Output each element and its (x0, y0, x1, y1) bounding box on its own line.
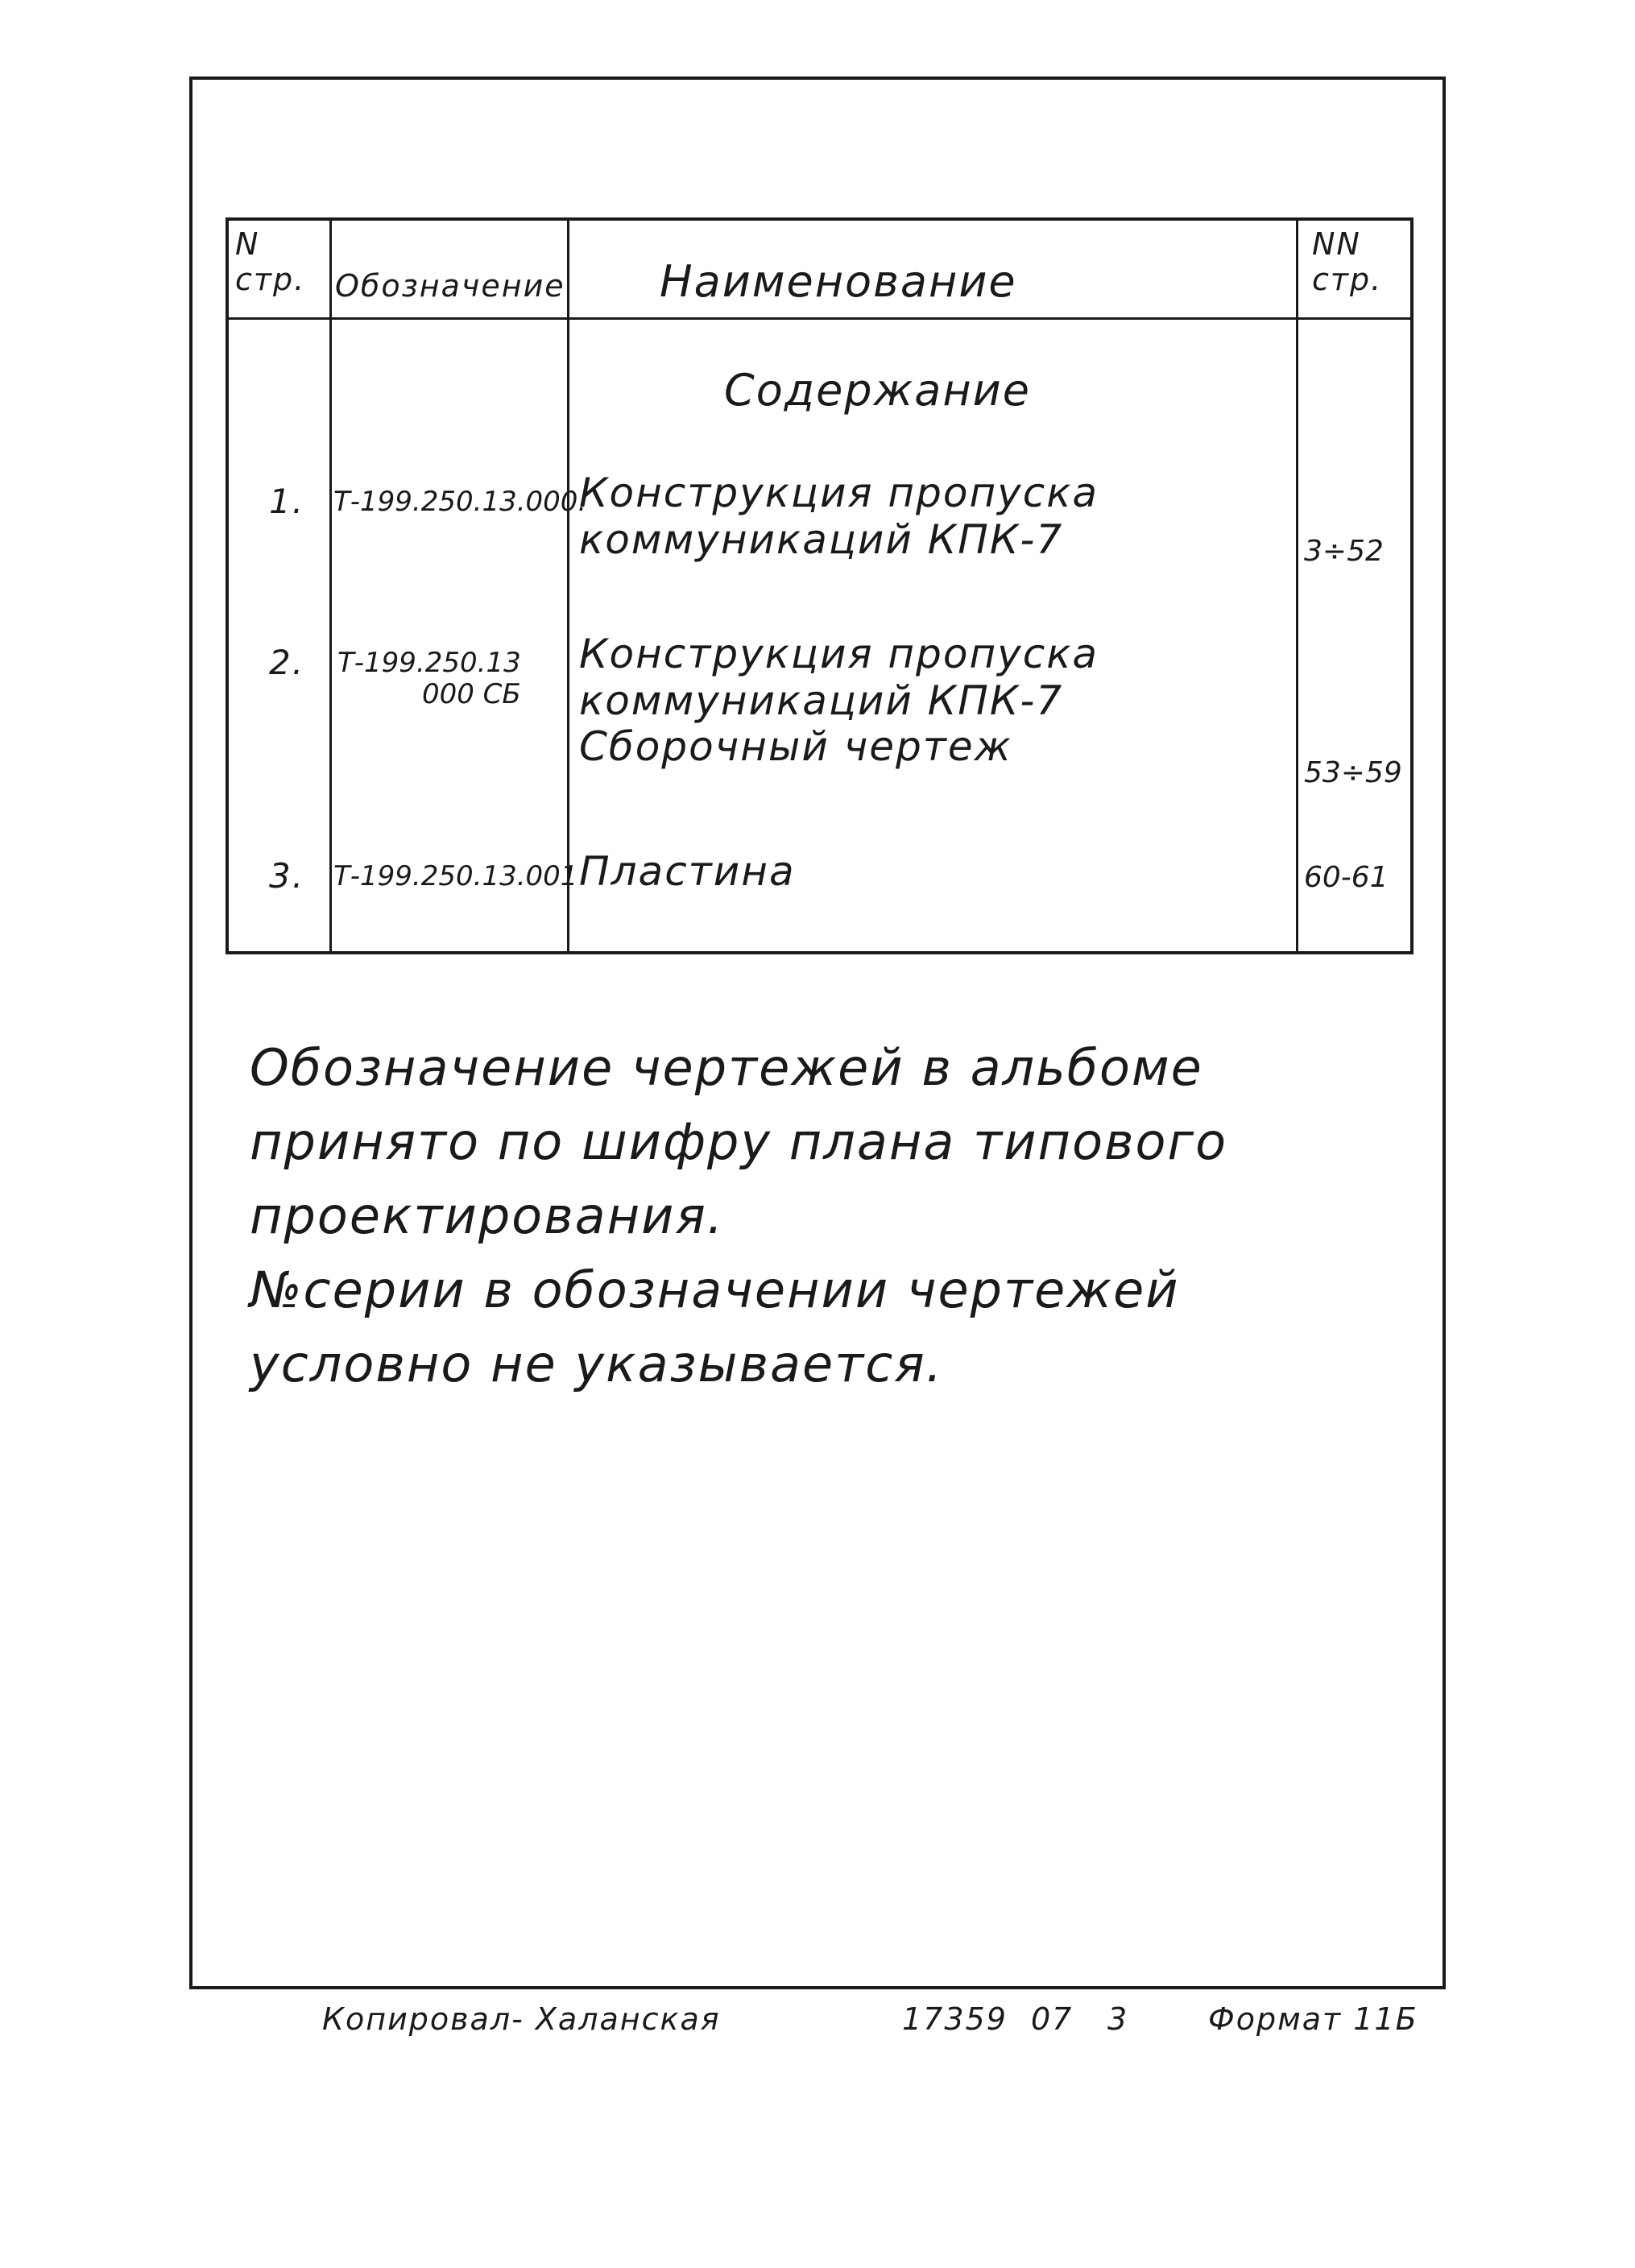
row-2-name: Конструкция пропуска коммуникаций КПК-7 Сборочный чертеж (579, 631, 1099, 770)
row-1-code: Т-199.250.13.000. (333, 486, 587, 518)
footer-format: Формат 11Б (1208, 2001, 1418, 2037)
row-3-code: Т-199.250.13.001 (333, 860, 578, 892)
table-header-divider (229, 317, 1410, 320)
row-1-name: Конструкция пропуска коммуникаций КПК-7 (579, 470, 1099, 563)
header-name: Наименование (660, 256, 1017, 307)
row-1-num: 1. (269, 482, 305, 521)
note-text: Обозначение чертежей в альбоме принято по шифру плана типового проектирования. №серии в обозначении чертежей условно не указывается. (250, 1038, 1227, 1393)
table-column-divider (329, 221, 332, 951)
header-num: N стр. (235, 226, 306, 297)
header-designation: Обозначение (335, 268, 565, 304)
footer-copied-by: Копировал- Халанская (322, 2001, 721, 2037)
header-pages: NN стр. (1312, 226, 1383, 297)
row-2-num: 2. (269, 643, 305, 682)
row-3-name: Пластина (579, 848, 796, 895)
table-column-divider (567, 221, 569, 951)
row-3-pages: 60-61 (1304, 861, 1389, 894)
table-column-divider (1296, 221, 1298, 951)
contents-table (226, 217, 1414, 954)
row-1-pages: 3÷52 (1304, 535, 1384, 568)
row-3-num: 3. (269, 856, 305, 896)
footer-sheet: 3 (1107, 2001, 1129, 2037)
row-2-code: Т-199.250.13 000 СБ (337, 647, 521, 711)
footer-sheet-code: 07 (1031, 2001, 1074, 2037)
row-2-pages: 53÷59 (1304, 756, 1402, 789)
section-title: Содержание (724, 365, 1031, 416)
footer-order: 17359 (902, 2001, 1008, 2037)
